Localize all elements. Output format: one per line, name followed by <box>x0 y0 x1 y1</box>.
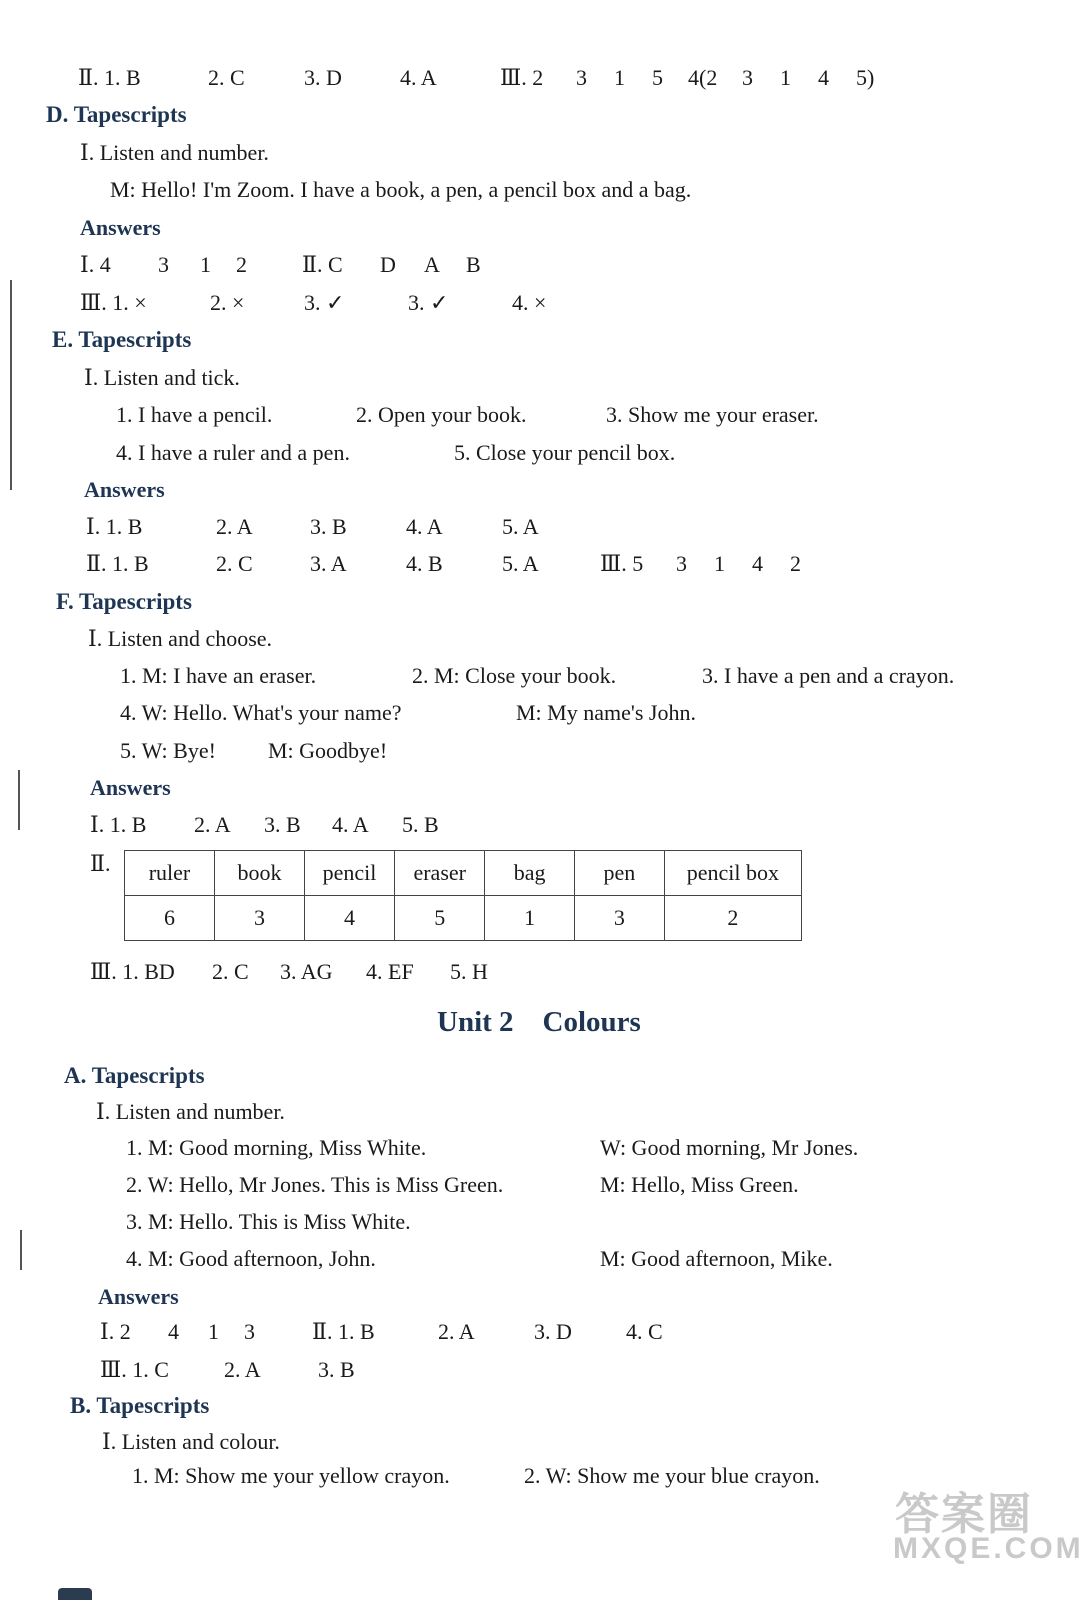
unit-title: Unit 2 Colours <box>437 1006 641 1038</box>
page-corner-mark <box>58 1588 92 1600</box>
table-value-cell: 3 <box>575 896 665 941</box>
table-header-cell: pen <box>575 851 665 896</box>
section-a-answer-row-1: Ⅰ. 2 4 1 3 Ⅱ. 1. B 2. A 3. D 4. C <box>100 1319 663 1344</box>
section-b-part1: Ⅰ. Listen and colour. <box>102 1429 280 1454</box>
table-value-cell: 5 <box>395 896 485 941</box>
scan-edge-mark <box>20 1230 22 1270</box>
table-header-cell: bag <box>485 851 575 896</box>
table-value-cell: 3 <box>214 896 304 941</box>
section-e-answer-row-2: Ⅱ. 1. B 2. C 3. A 4. B 5. A Ⅲ. 5 3 1 4 2 <box>86 551 801 576</box>
section-b-script-row-1: 1. M: Show me your yellow crayon. 2. W: Show me your blue crayon. <box>132 1463 820 1488</box>
section-f-answer-row-3: Ⅲ. 1. BD 2. C 3. AG 4. EF 5. H <box>90 959 488 984</box>
watermark-site: MXQE.COM <box>893 1532 1084 1565</box>
table-value-cell: 1 <box>485 896 575 941</box>
scan-edge-mark <box>10 280 12 490</box>
section-d-heading: D. Tapescripts <box>46 102 187 127</box>
table-value-cell: 4 <box>304 896 394 941</box>
scan-edge-mark <box>18 770 20 830</box>
section-a-script-row-1: 1. M: Good morning, Miss White. W: Good morning, Mr Jones. <box>126 1135 859 1160</box>
section-f-table-label: Ⅱ. <box>90 851 111 876</box>
word-count-table <box>124 850 802 941</box>
table-value-cell: 6 <box>125 896 215 941</box>
top-answer-row: Ⅱ. 1. B 2. C 3. D 4. A Ⅲ. 2 3 1 5 4(2 3 1 4 5) <box>78 65 875 90</box>
section-d-line1: M: Hello! I'm Zoom. I have a book, a pen, a pencil box and a bag. <box>110 177 692 202</box>
section-f-answer-row-1: Ⅰ. 1. B 2. A 3. B 4. A 5. B <box>90 812 439 837</box>
section-f-heading: F. Tapescripts <box>56 589 192 614</box>
section-f-script-row-3: 5. W: Bye! M: Goodbye! <box>120 738 388 763</box>
section-e-part1: Ⅰ. Listen and tick. <box>84 365 240 390</box>
table-value-row <box>125 896 802 941</box>
section-d-answer-row-1: Ⅰ. 4 3 1 2 Ⅱ. C D A B <box>80 252 481 277</box>
section-b-heading: B. Tapescripts <box>70 1393 210 1418</box>
section-a-answer-row-2: Ⅲ. 1. C 2. A 3. B <box>100 1357 355 1382</box>
section-a-part1: Ⅰ. Listen and number. <box>96 1099 285 1124</box>
table-header-cell: pencil box <box>664 851 801 896</box>
section-d-answer-row-2: Ⅲ. 1. × 2. × 3. ✓ 3. ✓ 4. × <box>80 290 547 315</box>
table-header-row <box>125 851 802 896</box>
section-a-heading: A. Tapescripts <box>64 1063 205 1088</box>
section-a-answers-label: Answers <box>98 1284 179 1309</box>
section-f-answers-label: Answers <box>90 775 171 800</box>
section-e-script-row-2: 4. I have a ruler and a pen. 5. Close your pencil box. <box>116 440 676 465</box>
watermark-logo: 答案圈 <box>895 1490 1033 1539</box>
section-f-script-row-1: 1. M: I have an eraser. 2. M: Close your book. 3. I have a pen and a crayon. <box>120 663 955 688</box>
section-e-answers-label: Answers <box>84 477 165 502</box>
section-e-answer-row-1: Ⅰ. 1. B 2. A 3. B 4. A 5. A <box>86 514 539 539</box>
table-header-cell: pencil <box>304 851 394 896</box>
section-e-heading: E. Tapescripts <box>52 327 192 352</box>
section-a-script-row-3: 3. M: Hello. This is Miss White. <box>126 1209 411 1234</box>
table-header-cell: eraser <box>395 851 485 896</box>
section-f-script-row-2: 4. W: Hello. What's your name? M: My name's John. <box>120 700 696 725</box>
section-f-part1: Ⅰ. Listen and choose. <box>88 626 273 651</box>
section-d-answers-label: Answers <box>80 215 161 240</box>
section-d-part1: Ⅰ. Listen and number. <box>80 140 269 165</box>
table-value-cell: 2 <box>664 896 801 941</box>
table-header-cell: book <box>214 851 304 896</box>
section-a-script-row-2: 2. W: Hello, Mr Jones. This is Miss Green. M: Hello, Miss Green. <box>126 1172 799 1197</box>
section-a-script-row-4: 4. M: Good afternoon, John. M: Good afternoon, Mike. <box>126 1246 833 1271</box>
section-e-script-row-1: 1. I have a pencil. 2. Open your book. 3. Show me your eraser. <box>116 402 819 427</box>
table-header-cell: ruler <box>125 851 215 896</box>
